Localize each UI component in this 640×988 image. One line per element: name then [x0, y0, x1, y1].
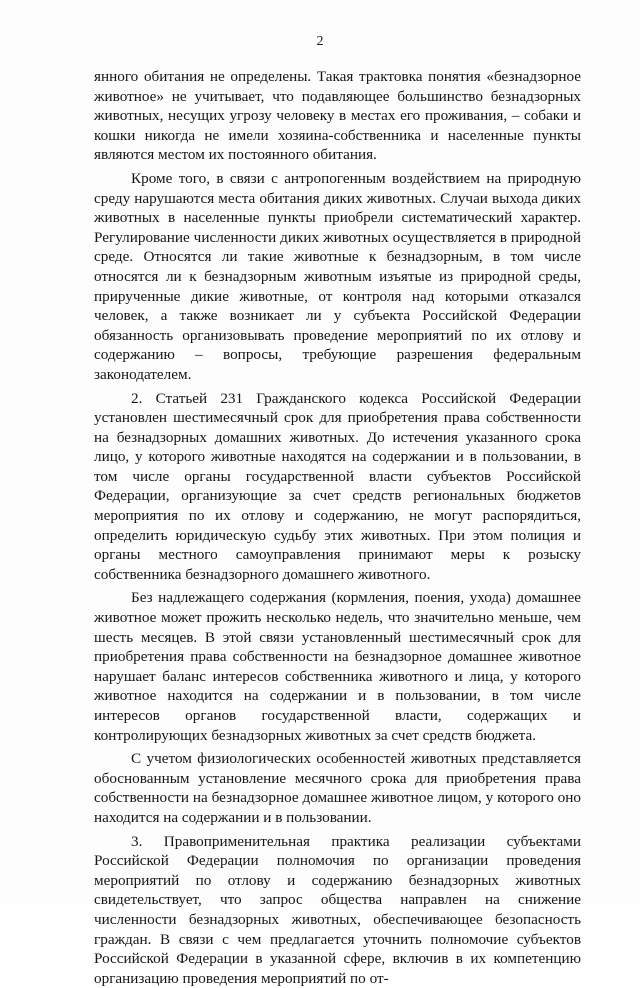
paragraph-3: 2. Статьей 231 Гражданского кодекса Российской Федерации установлен шестимесячный срок для приобретения права собственности на безнадзорных домашних животных. До истечения указанного срока лицо, у которого животные находятся на содержании и в пользовании, в том числе органы государственной власти субъектов Российской Федерации, организующие за счет средств региональных бюджетов мероприятия по их отлову и содержанию, не могут распорядиться, определить юридическую судьбу этих животных. При этом полиция и органы местного самоуправления принимают меры к розыску собственника безнадзорного домашнего животного. [94, 389, 581, 583]
page-number: 2 [316, 34, 324, 49]
paragraph-2: Кроме того, в связи с антропогенным воздействием на природную среду нарушаются места обитания диких животных. Случаи выхода диких животных в населенные пункты приобрели систематический характер. Регулирование численности диких животных осуществляется в природной среде. Относятся ли такие животные к безнадзорным, в том числе относятся ли к безнадзорным животным изъятые из природной среды, прирученные дикие животные, от контроля над которыми отказался человек, а также возникает ли у субъекта Российской Федерации обязанность организовывать проведение мероприятий по их отлову и содержанию – вопросы, требующие разрешения федеральным законодателем. [94, 169, 581, 383]
paragraph-6: 3. Правоприменительная практика реализации субъектами Российской Федерации полномочия по организации проведения мероприятий по отлову и содержанию безнадзорных животных свидетельствует, что запрос общества направлен на снижение численности безнадзорных животных, обеспечивающее безопасность граждан. В связи с чем предлагается уточнить полномочие субъектов Российской Федерации в указанной сфере, включив в их компетенцию организацию проведения мероприятий по от- [94, 832, 581, 987]
paragraph-4: Без надлежащего содержания (кормления, поения, ухода) домашнее животное может прожить несколько недель, что значительно меньше, чем шесть месяцев. В этой связи установленный шестимесячный срок для приобретения права собственности на безнадзорное домашнее животное нарушает баланс интересов собственника животного и лица, у которого животное находится на содержании и в пользовании, в том числе интересов органов государственной власти, содержащих и контролирующих безнадзорных животных за счет средств бюджета. [94, 589, 581, 744]
paragraph-5: С учетом физиологических особенностей животных представляется обоснованным установление месячного срока для приобретения права собственности на безнадзорное домашнее животное лицом, у которого оно находится на содержании и в пользовании. [94, 750, 581, 826]
paragraph-1: янного обитания не определены. Такая трактовка понятия «безнадзорное животное» не учитывает, что подавляющее большинство безнадзорных животных, несущих угрозу человеку в местах его проживания, – собаки и кошки никогда не имели хозяина-собственника и населенные пункты являются местом их постоянного обитания. [94, 68, 581, 164]
document-body [94, 67, 581, 988]
